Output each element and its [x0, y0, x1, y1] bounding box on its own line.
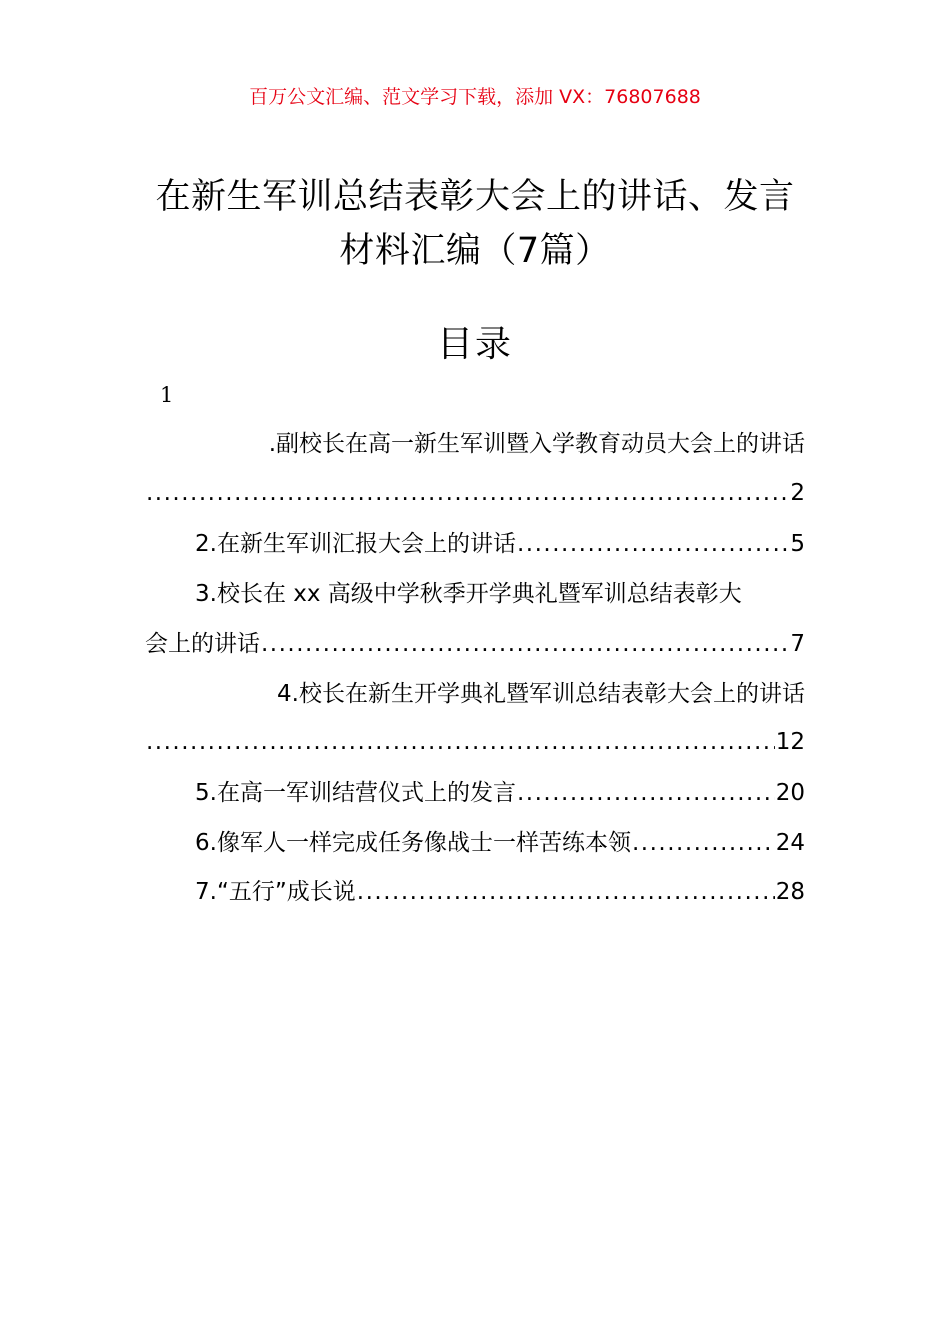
toc-dot-leader — [261, 624, 789, 664]
toc-entry-4-title-line[interactable] — [145, 674, 805, 714]
toc-entry-4-leader-line[interactable] — [145, 722, 805, 762]
toc-dot-leader — [146, 722, 775, 762]
toc-dot-leader — [357, 872, 775, 912]
toc-entry-3-leader-line[interactable] — [145, 624, 805, 664]
toc-entry-6[interactable] — [145, 823, 805, 863]
toc-entry-title: 6.像军人一样完成任务像战士一样苦练本领 — [195, 830, 631, 856]
toc-entry-1-leader-line[interactable] — [145, 473, 805, 513]
toc-entry-page-number: 5 — [790, 531, 805, 557]
toc-entry-7[interactable] — [145, 872, 805, 912]
toc-entry-3-title-line[interactable] — [145, 574, 805, 614]
promo-header-text: 百万公文汇编、范文学习下载，添加 VX：76807688 — [249, 86, 701, 108]
toc-entry-title: 3.校长在 xx 高级中学秋季开学典礼暨军训总结表彰大 — [195, 581, 742, 607]
toc-entry-page-number: 7 — [790, 631, 805, 657]
toc-entry-title: 5.在高一军训结营仪式上的发言 — [195, 780, 516, 806]
toc-dot-leader — [632, 823, 775, 863]
title-line-1: 在新生军训总结表彰大会上的讲话、发言 — [155, 177, 795, 217]
toc-entry-title: 2.在新生军训汇报大会上的讲话 — [195, 531, 516, 557]
toc-dot-leader — [146, 473, 789, 513]
toc-entry-page-number: 20 — [775, 780, 805, 806]
toc-entry-title: 7.“五行”成长说 — [195, 879, 356, 905]
toc-entry-1-title-line[interactable] — [145, 424, 805, 464]
toc-entry-page-number: 24 — [775, 830, 805, 856]
toc-entry-title: 4.校长在新生开学典礼暨军训总结表彰大会上的讲话 — [277, 681, 805, 707]
toc-first-entry-number: 1 — [160, 383, 174, 407]
toc-dot-leader — [517, 773, 775, 813]
document-title — [140, 170, 810, 278]
title-line-2: 材料汇编（7篇） — [339, 231, 611, 271]
toc-dot-leader — [517, 524, 789, 564]
toc-entry-page-number: 12 — [775, 729, 805, 755]
toc-entry-title-continued: 会上的讲话 — [145, 631, 260, 657]
toc-entry-page-number: 28 — [775, 879, 805, 905]
toc-entry-title: .副校长在高一新生军训暨入学教育动员大会上的讲话 — [268, 431, 805, 457]
toc-entry-2[interactable] — [145, 524, 805, 564]
toc-entry-page-number: 2 — [790, 480, 805, 506]
toc-entry-5[interactable] — [145, 773, 805, 813]
toc-heading: 目录 — [436, 324, 513, 365]
